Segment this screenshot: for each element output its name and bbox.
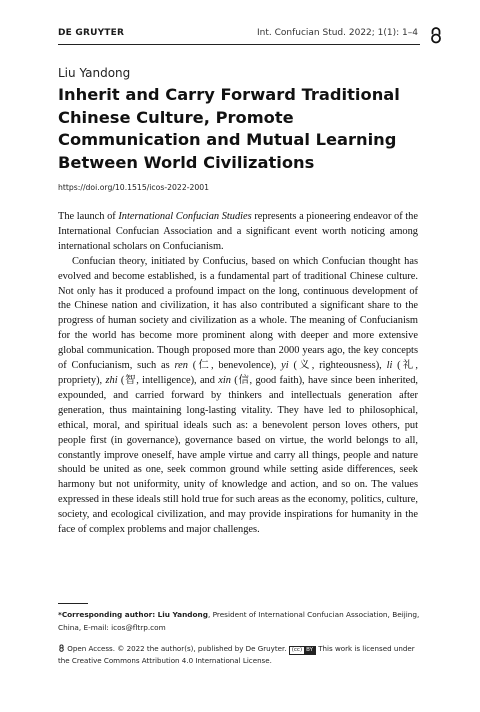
paragraph-2: Confucian theory, initiated by Confucius, based on which Confucian thought has evolved and become established, is a fundamental part of traditional Chinese culture. Not only has it produced a profound impact on the long, continuous development of the Chinese nation and civilization, it has also contributed a significant share to the progress of human society and civilization as a whole. The meaning of Confucianism for the world has become more prominent along with deeper and more extensive global communication. Though proposed more than 2000 years ago, the key concepts of Confucianism, such as ren (仁, benevolence), yi (义, righteousness), li (礼, propriety), zhi (智, intelligence), and xin (信, good faith), have since been inherited, expounded, and carried forward by thinkers and intellectuals generation after generation, thus maintaining long-lasting vitality. They have led to philosophical, ethical, moral, and spiritual ideals such as: a benevolent person loves others, put people first (in governance), governance based on virtue, the world belongs to all, constantly improve oneself, have ample virtue and carry all things, people and nature should be united as one, seek common ground while setting aside differences, seek harmony but not uniformity, unity of knowledge and action, and so on. The values expressed in these ideals still hold true for such areas as the economy, politics, culture, society, and ecological civilization, and may provide inspirations for humanity in the face of complex problems and major challenges. [58, 255, 419, 536]
footnote-rule [58, 603, 88, 604]
open-access-icon [58, 644, 65, 652]
author-name: Liu Yandong [58, 66, 131, 80]
term-zhi: zhi [105, 374, 118, 386]
doi-link[interactable]: https://doi.org/10.1515/icos-2022-2001 [58, 183, 210, 192]
paragraph-1: The launch of International Confucian Studies represents a pioneering endeavor of the International Confucian Association and a significant event worth noticing among international scholars on Confucianism. [58, 211, 418, 252]
article-title: Inherit and Carry Forward Traditional Chinese Culture, Promote Communication and Mutual Learning Between World Civilizations [58, 85, 400, 172]
corresponding-author-note: *Corresponding author: Liu Yandong, President of International Confucian Association, Beijing, China, E-mail: icos@fltrp.com [58, 610, 420, 632]
license-statement: Open Access. © 2022 the author(s), published by De Gruyter. (cc) BY This work is licensed under the Creative Commons Attribution 4.0 International License. [58, 644, 415, 665]
header-rule [58, 44, 420, 45]
cc-by-icon[interactable]: (cc) BY [289, 646, 316, 655]
corresponding-author-label: *Corresponding author: Liu Yandong [58, 610, 208, 619]
article-body [58, 210, 418, 538]
journal-citation: Int. Confucian Stud. 2022; 1(1): 1–4 [256, 28, 418, 38]
journal-name: International Confucian Studies [118, 211, 252, 222]
publisher-name: DE GRUYTER [58, 28, 125, 38]
term-yi: yi [281, 360, 289, 372]
term-ren: ren [174, 360, 188, 372]
term-li: li [386, 360, 393, 372]
term-xin: xin [218, 374, 231, 386]
open-access-icon [428, 26, 444, 44]
running-header [58, 28, 444, 42]
